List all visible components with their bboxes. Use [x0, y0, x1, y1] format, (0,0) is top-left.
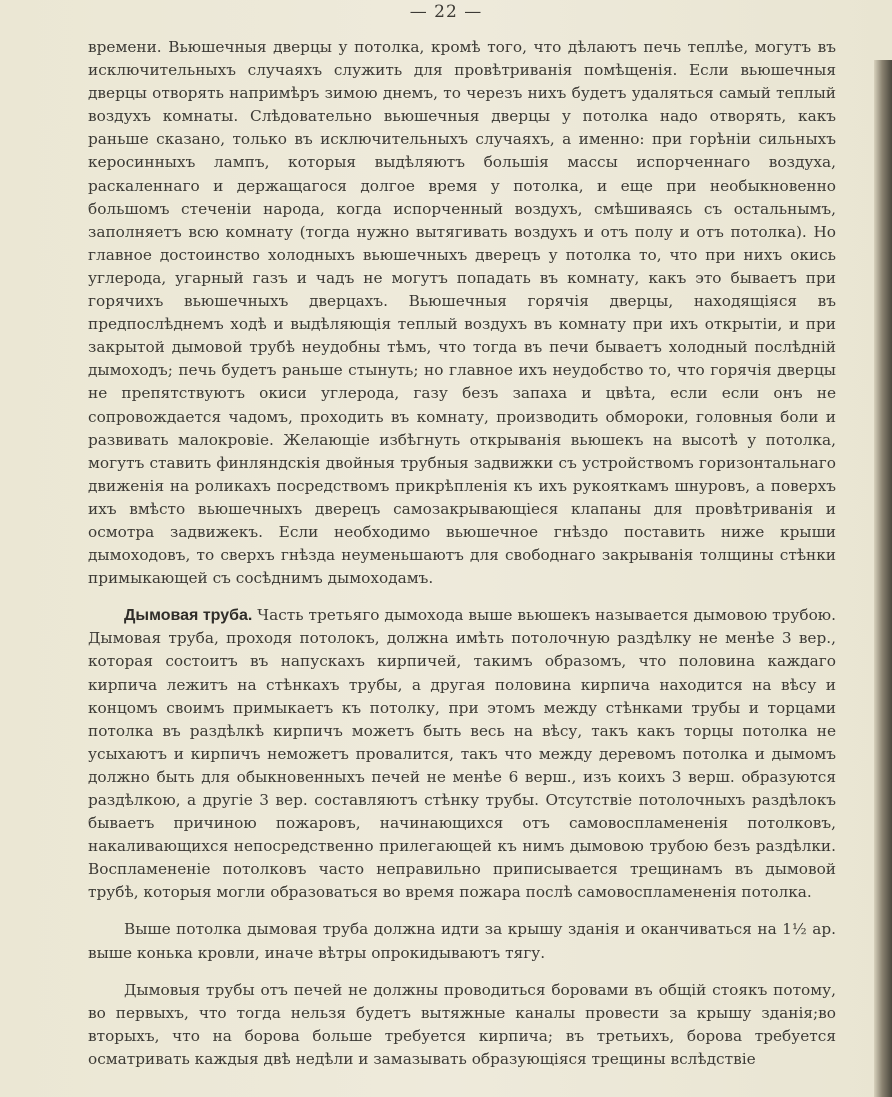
section-heading: Дымовая труба.: [124, 607, 253, 625]
paragraph-3-text: Выше потолка дымовая труба должна идти за крышу зданія и оканчиваться на 1½ ар. выше конька кровли, иначе вѣтры опрокидываютъ тягу.: [88, 920, 836, 962]
page-edge-shadow: [874, 60, 892, 1097]
paragraph-4-text: Дымовыя трубы отъ печей не должны проводиться боровами въ общій стоякъ потому, во первыхъ, что тогда нельзя будетъ вытяжные каналы провести за крышу зданія;во вторыхъ, что на борова больше требуется кирпича; въ третьихъ, борова требуется осматривать каждыя двѣ недѣли и замазывать образующіяся трещины вслѣдствіе: [88, 980, 836, 1068]
paragraph-1-text: времени. Вьюшечныя дверцы у потолка, кромѣ того, что дѣлаютъ печь теплѣе, могутъ въ исключительныхъ случаяхъ служить для провѣтриванія помѣщенія. Если вьюшечныя дверцы отворять напримѣръ зимою днемъ, то черезъ нихъ будетъ удаляться самый теплый воздухъ комнаты. Слѣдовательно вьюшечныя дверцы у потолка надо отворять, какъ раньше сказано, только въ исключительныхъ случаяхъ, а именно: при горѣніи сильныхъ керосинныхъ лампъ, которыя выдѣляютъ большія массы испорченнаго воздуха, раскаленнаго и держащагося долгое время у потолка, и еще при необыкновенно большомъ стеченіи народа, когда испорченный воздухъ, смѣшиваясь съ остальнымъ, заполняетъ всю комнату (тогда нужно вытягивать воздухъ и отъ полу и отъ потолка). Но главное достоинство холодныхъ вьюшечныхъ дверецъ у потолка то, что при нихъ окись углерода, угарный газъ и чадъ не могутъ попадать въ комнату, какъ это бываетъ при горячихъ вьюшечныхъ дверцахъ. Вьюшечныя горячія дверцы, находящіяся въ предпослѣднемъ ходѣ и выдѣляющія теплый воздухъ въ комнату при ихъ открытіи, и при закрытой дымовой трубѣ неудобны тѣмъ, что тогда въ печи бываетъ холодный послѣдній дымоходъ; печь будетъ раньше стынуть; но главное ихъ неудобство то, что горячія дверцы не препятствуютъ окиси углерода, газу безъ запаха и цвѣта, если если онъ не сопровождается чадомъ, проходить въ комнату, производить обмороки, головныя боли и развивать малокровіе. Желающіе избѣгнуть открыванія вьюшекъ на высотѣ у потолка, могутъ ставить финляндскія двойныя трубныя задвижки съ устройствомъ горизонтальнаго движенія на роликахъ посредствомъ прикрѣпленія къ ихъ рукояткамъ шнуровъ, а поверхъ ихъ вмѣсто вьюшечныхъ дверецъ самозакрывающіеся клапаны для провѣтриванія и осмотра задвижекъ. Если необходимо вьюшечное гнѣздо поставить ниже крыши дымоходовъ, то сверхъ гнѣзда неуменьшаютъ для свободнаго закрыванія толщины стѣнки примыкающей съ сосѣднимъ дымоходамъ.: [88, 38, 836, 588]
paragraph-2-text: Часть третьяго дымохода выше вьюшекъ называется дымовою трубою. Дымовая труба, проходя потолокъ, должна имѣть потолочную раздѣлку не менѣе 3 вер., которая состоитъ въ напускахъ кирпичей, такимъ образомъ, что половина каждаго кирпича лежитъ на стѣнкахъ трубы, а другая половина кирпича находится на вѣсу и концомъ своимъ примыкаетъ къ потолку, при этомъ между стѣнками трубы и торцами потолка въ раздѣлкѣ кирпичъ можетъ быть весь на вѣсу, такъ какъ торцы потолка не усыхаютъ и кирпичъ неможетъ провалится, такъ что между деревомъ потолка и дымомъ должно быть для обыкновенныхъ печей не менѣе 6 верш., изъ коихъ 3 верш. образуются раздѣлкою, а другіе 3 вер. составляютъ стѣнку трубы. Отсутствіе потолочныхъ раздѣлокъ бываетъ причиною пожаровъ, начинающихся отъ самовоспламененія потолковъ, накаливающихся непосредственно прилегающей къ нимъ дымовою трубою безъ раздѣлки. Воспламененіе потолковъ часто неправильно приписывается трещинамъ въ дымовой трубѣ, которыя могли образоваться во время пожара послѣ самовоспламененія потолка.: [88, 606, 836, 902]
paragraph-4: [88, 979, 836, 1071]
paragraph-3: [88, 918, 836, 964]
paragraph-1: [88, 36, 836, 590]
paragraph-2: [88, 604, 836, 904]
body-text: [88, 36, 836, 1071]
page-number: — 22 —: [409, 2, 483, 22]
